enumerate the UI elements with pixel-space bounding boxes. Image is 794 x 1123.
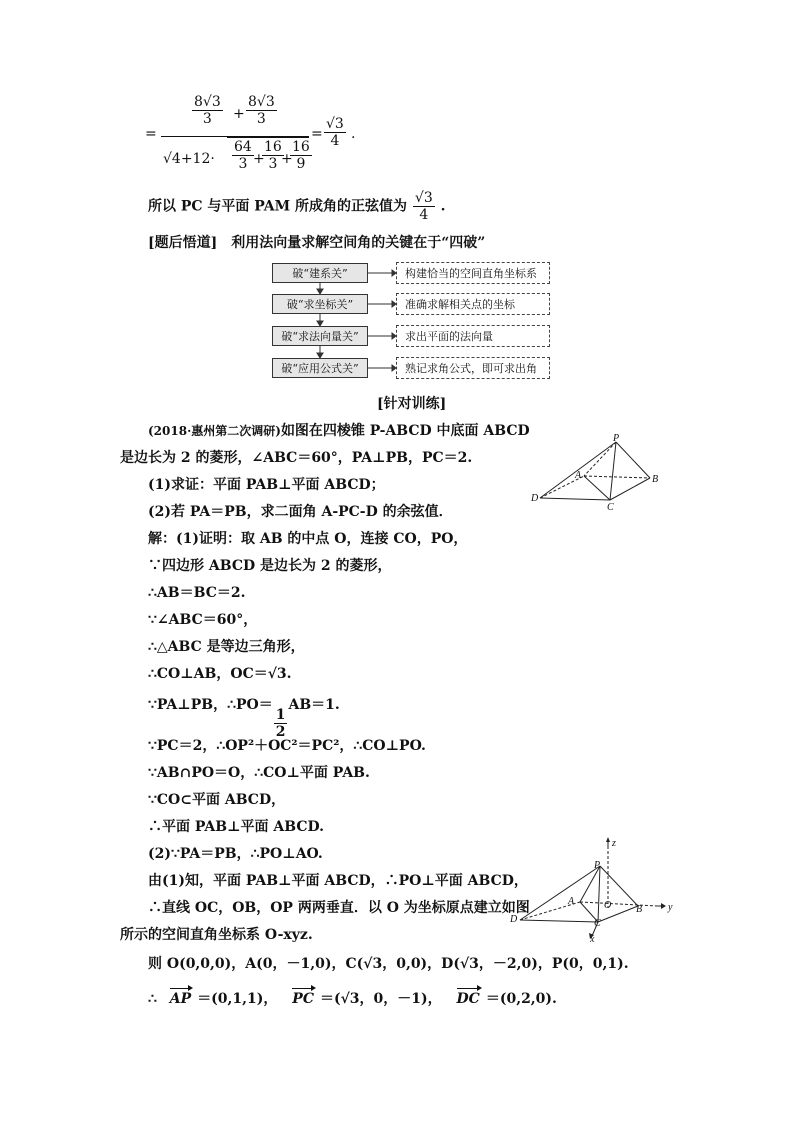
solution-line-2: ∵四边形 ABCD 是边长为 2 的菱形，	[148, 558, 392, 574]
solution-line-16: 则 O(0,0,0)，A(0，－1,0)，C(√3，0,0)，D(√3，－2,0)，P(0，0,1).	[148, 956, 629, 972]
solution-line-11: ∴平面 PAB⊥平面 ABCD.	[148, 819, 325, 835]
denominator-part: √4+12·	[163, 151, 215, 167]
fig2-label-c: C	[594, 918, 601, 929]
fig2-label-d: D	[510, 914, 518, 925]
fig1-label-a: A	[575, 470, 582, 481]
flow-note-1: 构建恰当的空间直角坐标系	[396, 262, 550, 284]
flow-step-4: 破“应用公式关”	[272, 358, 368, 378]
fig1-label-b: B	[652, 474, 659, 485]
problem-source: (2018·惠州第二次调研)	[148, 424, 281, 438]
insight-title: [题后悟道] 利用法向量求解空间角的关键在于“四破”	[148, 235, 486, 251]
flow-step-2: 破“求坐标关”	[272, 294, 368, 314]
solution-line-1: 解：(1)证明：取 AB 的中点 O，连接 CO，PO，	[148, 531, 468, 547]
solution-line-5: ∴△ABC 是等边三角形，	[148, 639, 305, 655]
practice-title: [针对训练]	[377, 396, 447, 412]
problem-line2: 是边长为 2 的菱形，∠ABC＝60°，PA⊥PB，PC＝2.	[120, 450, 473, 466]
fig2-label-z: z	[612, 838, 616, 849]
solution-line-3: ∴AB＝BC＝2.	[148, 585, 246, 601]
figure-coordinate-system	[508, 836, 676, 944]
vector-ap: AP	[169, 991, 192, 1007]
problem-line1: (2018·惠州第二次调研)如图在四棱锥 P-ABCD 中底面 ABCD	[148, 423, 530, 439]
flow-note-4: 熟记求角公式，即可求出角	[396, 357, 550, 379]
problem-q1: (1)求证：平面 PAB⊥平面 ABCD；	[148, 477, 385, 493]
fig1-label-p: P	[613, 434, 620, 444]
fig1-label-c: C	[607, 502, 614, 513]
fig1-label-d: D	[531, 493, 539, 504]
fig2-label-x: x	[590, 934, 595, 944]
solution-line-7: ∵PA⊥PB，∴PO＝ $\frac{1}{2}$ AB＝1.	[148, 697, 340, 740]
solution-line-12: (2)∵PA＝PB，∴PO⊥AO.	[148, 846, 323, 862]
vector-line: ∴ AP ＝(0,1,1)， PC ＝(√3，0，－1)， DC ＝(0,2,0).	[148, 991, 557, 1007]
flow-step-3: 破“求法向量关”	[272, 326, 368, 346]
flow-note-2: 准确求解相关点的坐标	[396, 293, 550, 315]
problem-q2: (2)若 PA＝PB，求二面角 A-PC-D 的余弦值．	[148, 504, 453, 520]
numerator-frac-2: $\frac{8√3}{3}$	[248, 94, 275, 127]
fig2-label-p: P	[594, 860, 601, 871]
result-frac: $\frac{√3}{4}$	[326, 116, 344, 149]
solution-line-15: 所示的空间直角坐标系 O-xyz.	[120, 927, 313, 943]
solution-line-10: ∵CO⊂平面 ABCD，	[148, 792, 286, 808]
flow-connectors	[0, 0, 794, 400]
solution-line-4: ∵∠ABC＝60°，	[148, 612, 258, 628]
solution-line-6: ∴CO⊥AB，OC＝√3.	[148, 666, 292, 682]
solution-line-9: ∵AB∩PO＝O，∴CO⊥平面 PAB.	[148, 765, 370, 781]
vector-dc: DC	[456, 991, 480, 1007]
fig2-label-a: A	[568, 896, 575, 907]
flow-note-3: 求出平面的法向量	[396, 325, 550, 347]
solution-line-13: 由(1)知，平面 PAB⊥平面 ABCD，∴PO⊥平面 ABCD，	[148, 873, 528, 889]
fig2-label-y: y	[668, 902, 673, 913]
figure-pyramid	[528, 434, 664, 514]
equals-sign: =	[145, 126, 157, 142]
flow-step-1: 破“建系关”	[272, 263, 368, 283]
conclusion-line: 所以 PC 与平面 PAM 所成角的正弦值为 $\frac{√3}{4}$ .	[148, 190, 446, 223]
solution-line-8: ∵PC＝2，∴OP²＋OC²＝PC²，∴CO⊥PO.	[148, 738, 426, 754]
solution-line-14: ∴直线 OC，OB，OP 两两垂直．以 O 为坐标原点建立如图	[148, 900, 530, 916]
vector-pc: PC	[292, 991, 314, 1007]
fig2-label-o: O	[604, 900, 612, 911]
numerator-frac-1: $\frac{8√3}{3}$	[194, 94, 221, 127]
fig2-label-b: B	[636, 904, 643, 915]
